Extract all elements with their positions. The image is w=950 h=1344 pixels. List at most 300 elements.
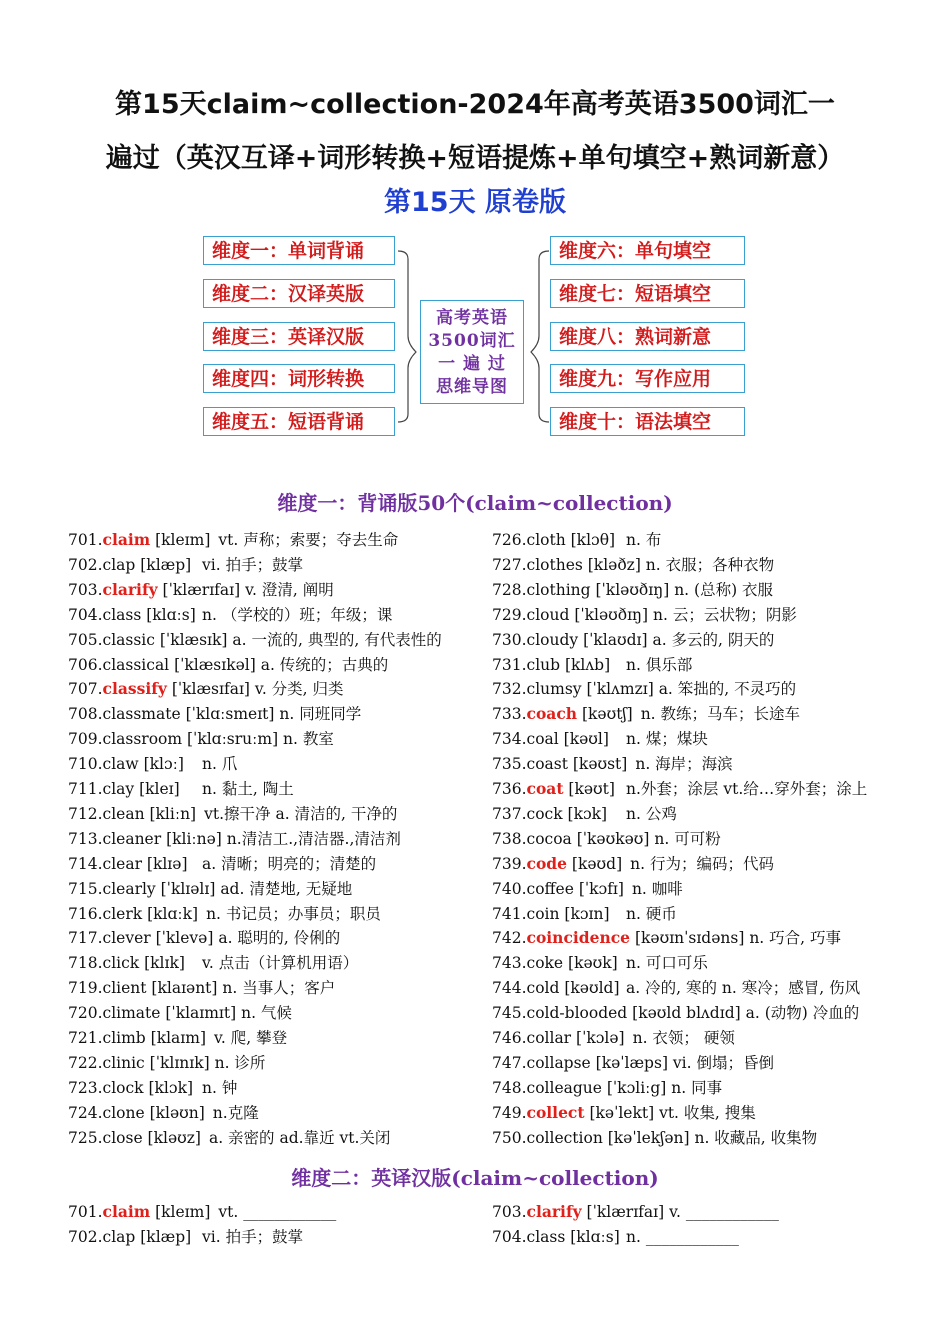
entry-phonetic: [ˈkəʊkəʊ] [571,829,650,848]
entry-number: 745. [492,1004,527,1023]
vocab-entry [68,630,442,650]
dimension-9-box: 维度九：写作应用 [550,364,745,393]
entry-word: coin [526,904,560,923]
vocab-entry [492,1003,859,1023]
vocab-entry [68,605,393,625]
entry-head [492,606,648,624]
entry-meaning: ad. 清楚地, 无疑地 [215,879,353,898]
entry-number: 717. [68,929,103,948]
entry-phonetic: [klɔː] [138,755,184,774]
entry-number: 718. [68,954,103,973]
dimension-4-box: 维度四：词形转换 [203,364,395,393]
center-line: 思维导图 [436,377,508,397]
entry-meaning: n. 可口可乐 [626,954,708,973]
entry-number: 736. [492,780,527,798]
entry-phonetic: [klɑːs] [141,605,196,624]
entry-phonetic: [kəʊl] [558,730,609,749]
entry-meaning: n. 布 [626,531,662,549]
entry-head [492,1228,620,1246]
entry-head [68,954,185,972]
entry-phonetic: [kliːnə] [161,829,222,848]
entry-word: climb [102,1029,146,1047]
entry-meaning: vt. 声称；索要；夺去生命 [218,531,399,549]
entry-phonetic: [kəʊk] [563,954,618,973]
entry-number: 704. [68,605,103,624]
vocab-entry [68,953,359,973]
entry-meaning: n. 黏土, 陶土 [202,780,294,798]
document-title-line-2: 遍过（英汉互译+词形转换+短语提炼+单句填空+熟词新意） [105,143,845,174]
entry-head [68,606,196,624]
vocab-entry [492,804,677,824]
entry-head [68,656,256,674]
entry-meaning: n. 硬币 [626,904,677,923]
entry-meaning: n. 同事 [666,1078,723,1097]
entry-phonetic: [ˈklæsɪfaɪ] [166,680,250,699]
entry-word: climate [102,1004,161,1023]
entry-word: clarify [526,1202,582,1221]
vocab-entry [492,854,774,874]
entry-head [68,1129,201,1147]
entry-head [68,780,180,798]
vocab-entry [492,580,773,600]
entry-word: cocoa [526,829,572,848]
vocab-entry [68,904,381,924]
entry-phonetic: [klæp] [135,1228,192,1246]
entry-head [492,1079,666,1097]
vocab-entry [68,1053,265,1073]
entry-phonetic: [klɪk] [139,954,185,973]
entry-phonetic: [klɑːs] [565,1228,620,1246]
entry-number: 722. [68,1053,103,1072]
entry-head [68,531,210,549]
entry-meaning: n. 爪 [202,755,238,774]
vocab-entry [68,754,238,774]
vocab-entry [68,1128,390,1148]
entry-head [68,705,274,723]
entry-phonetic: [kləðz] [582,555,641,574]
entry-word: cold-blooded [526,1004,628,1023]
vocab-entry [68,704,361,724]
entry-number: 708. [68,705,103,724]
vocab-entry [68,854,377,874]
entry-word: clear [102,854,142,873]
entry-phonetic: [ˈklæsɪk] [154,630,228,649]
entry-head [492,1029,625,1047]
section-1-title: 维度一：背诵版50个(claim~collection) [277,491,673,515]
entry-meaning: n. 巧合, 巧事 [744,929,842,948]
entry-phonetic: [kəʊld] [559,979,620,998]
entry-meaning: vt. 收集, 搜集 [654,1103,756,1122]
center-line: 一 遍 过 [438,354,506,374]
entry-word: clinic [102,1053,145,1072]
vocab-entry [492,928,841,948]
entry-head [492,979,620,997]
entry-word: coast [526,755,568,774]
vocab-entry [492,729,708,749]
dimension-6-box: 维度六：单句填空 [550,236,745,265]
entry-head [492,954,618,972]
entry-head [492,656,610,674]
entry-word: clean [102,804,145,823]
entry-phonetic: [kleɪm] [150,531,211,549]
entry-number: 701. [68,1203,103,1221]
dimension-1-box: 维度一：单词背诵 [203,236,395,265]
entry-meaning: n. 教练；马车；长途车 [640,705,801,724]
entry-number: 706. [68,655,103,674]
entry-phonetic: [kəˈlekt] [584,1103,655,1122]
entry-word: coal [526,730,559,749]
vocab-entry [68,1202,336,1222]
entry-phonetic: [ˈkləʊðɪŋ] [569,605,649,624]
entry-head [492,855,622,873]
entry-head [492,705,633,723]
entry-number: 720. [68,1004,103,1023]
entry-head [492,680,654,698]
entry-phonetic: [kəˈlæps] [590,1053,668,1072]
entry-word: class [102,605,142,624]
vocab-entry [492,630,774,650]
entry-meaning: n. 收藏品, 收集物 [689,1128,818,1147]
entry-number: 701. [68,531,103,549]
entry-word: class [526,1228,566,1246]
entry-head [492,1004,741,1022]
entry-phonetic: [ˈklɑːsruːm] [182,730,279,749]
entry-word: cold [526,979,560,998]
entry-word: cock [526,804,563,823]
entry-number: 719. [68,979,103,998]
entry-phonetic: [ˈklærɪfaɪ] [157,580,241,599]
entry-word: coincidence [526,928,631,948]
entry-word: clone [102,1103,145,1122]
entry-number: 743. [492,954,527,973]
entry-word: cleaner [102,829,162,848]
entry-word: coffee [526,879,574,898]
vocab-entry [492,655,693,675]
entry-meaning: a. 清晰；明亮的；清楚的 [202,854,377,873]
entry-phonetic: [ˈklɑːsmeɪt] [180,705,275,724]
entry-head [68,880,215,898]
entry-number: 727. [492,555,527,574]
entry-head [68,830,222,848]
vocab-entry [68,1103,259,1123]
entry-meaning: n. 云；云状物；阴影 [648,605,797,624]
entry-head [68,581,240,599]
entry-word: click [102,954,140,973]
entry-meaning: n. 钟 [202,1078,238,1097]
entry-phonetic: [ˈklaʊdɪ] [578,630,648,649]
entry-word: client [102,979,147,998]
vocab-entry [492,605,797,625]
entry-phonetic: [ˈklærɪfaɪ] [581,1203,665,1221]
vocab-entry [68,555,304,575]
vocab-entry [492,978,861,998]
entry-meaning: n.清洁工.,清洁器.,清洁剂 [221,829,401,848]
entry-number: 702. [68,555,103,574]
entry-head [492,805,607,823]
entry-meaning: n. 衣服；各种衣物 [640,555,775,574]
entry-meaning: n. 煤；煤块 [626,730,708,749]
entry-phonetic: [klɔθ] [565,531,616,549]
entry-phonetic: [klɑːk] [142,904,199,923]
entry-head [68,1004,236,1022]
entry-meaning: n. 行为；编码；代码 [630,854,774,873]
entry-phonetic: [ˈklʌmzɪ] [581,680,654,699]
document-title-line-1: 第15天claim~collection-2024年高考英语3500词汇一 [115,89,835,120]
entry-phonetic: [kəʊst] [567,755,628,774]
entry-number: 746. [492,1029,527,1047]
entry-number: 709. [68,730,103,749]
entry-word: clever [102,929,151,948]
entry-word: claim [102,530,151,549]
entry-head [68,1228,191,1246]
entry-number: 729. [492,605,527,624]
entry-meaning: a. 聪明的, 伶俐的 [213,929,341,948]
entry-number: 707. [68,680,103,699]
dimension-7-box: 维度七：短语填空 [550,279,745,308]
entry-meaning: n. 当事人；客户 [217,979,336,998]
vocab-entry [492,1128,817,1148]
entry-phonetic: [kleɪm] [150,1203,211,1221]
entry-phonetic: [kɔk] [562,804,608,823]
entry-number: 716. [68,904,103,923]
entry-number: 731. [492,655,527,674]
mind-map-center [420,300,524,404]
entry-number: 739. [492,854,527,873]
entry-head [492,929,744,947]
document-subtitle: 第15天 原卷版 [384,187,566,218]
entry-number: 715. [68,879,103,898]
entry-word: clarify [102,579,158,599]
entry-head [492,1203,664,1221]
entry-phonetic: [ˈklevə] [150,929,214,948]
entry-head [492,905,610,923]
vocab-entry [492,779,868,799]
entry-head [492,755,627,773]
vocab-entry [492,754,733,774]
entry-word: clap [102,555,136,574]
entry-word: clearly [102,879,156,898]
entry-number: 702. [68,1228,103,1246]
entry-meaning: vt. ____________ [218,1203,337,1221]
entry-meaning: n.外套；涂层 vt.给…穿外套；涂上 [626,780,868,798]
entry-number: 725. [68,1128,103,1147]
entry-meaning: a. 一流的, 典型的, 有代表性的 [227,630,442,649]
entry-phonetic: [ˈkɔfɪ] [573,879,624,898]
dimension-8-box: 维度八：熟词新意 [550,322,745,351]
entry-meaning: a. (动物) 冷血的 [740,1004,860,1023]
entry-word: clothing [526,580,591,599]
entry-word: clothes [526,555,583,574]
entry-head [68,1054,210,1072]
entry-head [492,730,609,748]
center-line: 3500词汇 [428,331,516,351]
entry-word: claim [102,1202,151,1221]
entry-phonetic: [klæp] [135,555,192,574]
vocab-entry [68,804,397,824]
entry-phonetic: [kəʊɪnˈsɪdəns] [630,929,745,948]
entry-word: coat [526,779,564,798]
entry-number: 726. [492,531,527,549]
entry-meaning: a. 笨拙的, 不灵巧的 [653,680,797,699]
entry-word: cloud [526,605,570,624]
entry-meaning: n. (总称) 衣服 [669,580,774,599]
entry-head [68,730,278,748]
vocab-entry [492,1078,722,1098]
entry-number: 730. [492,630,527,649]
entry-phonetic: [kləʊz] [142,1128,201,1147]
entry-word: clerk [102,904,143,923]
entry-meaning: n. 书记员；办事员；职员 [206,904,381,923]
entry-phonetic: [kɔɪn] [559,904,610,923]
entry-meaning: vi. 倒塌；昏倒 [668,1053,774,1072]
vocab-entry [68,829,401,849]
entry-number: 732. [492,680,527,699]
vocab-entry [68,1003,292,1023]
entry-number: 714. [68,854,103,873]
entry-number: 741. [492,904,527,923]
entry-number: 742. [492,929,527,948]
entry-meaning: n. 诊所 [209,1053,266,1072]
entry-meaning: n. ____________ [626,1228,739,1246]
dimension-3-box: 维度三：英译汉版 [203,322,395,351]
entry-meaning: n. 公鸡 [626,804,677,823]
entry-head [68,680,250,698]
entry-number: 728. [492,580,527,599]
entry-number: 734. [492,730,527,749]
entry-word: colleague [526,1078,602,1097]
entry-number: 744. [492,979,527,998]
entry-word: claw [102,755,139,774]
entry-word: code [526,853,567,873]
entry-number: 712. [68,804,103,823]
entry-head [492,1104,654,1122]
entry-phonetic: [ˈkləʊðɪŋ] [590,580,670,599]
vocab-entry [492,904,677,924]
entry-head [68,1104,205,1122]
entry-meaning: n. 衣领； 硬领 [632,1029,735,1047]
entry-word: club [526,655,561,674]
entry-phonetic: [klaɪm] [145,1029,207,1047]
entry-head [492,581,669,599]
entry-meaning: v. 分类, 归类 [249,680,344,699]
entry-head [492,556,641,574]
entry-head [492,880,624,898]
vocab-entry [492,704,800,724]
entry-meaning: n. 咖啡 [631,879,683,898]
entry-meaning: v. ____________ [664,1203,779,1221]
entry-phonetic: [kəˈlekʃən] [602,1128,690,1147]
entry-head [68,1029,206,1047]
entry-word: coke [526,954,564,973]
entry-phonetic: [kliːn] [144,804,197,823]
entry-meaning: vi. 拍手；鼓掌 [202,1228,304,1246]
entry-word: collapse [526,1053,591,1072]
entry-number: 747. [492,1053,527,1072]
entry-meaning: vt.擦干净 a. 清洁的, 干净的 [204,804,398,823]
dimension-5-box: 维度五：短语背诵 [203,407,395,436]
entry-meaning: a. 亲密的 ad.靠近 vt.关闭 [208,1128,391,1147]
vocab-entry [492,829,721,849]
entry-number: 711. [68,780,103,798]
entry-phonetic: [kəʊd] [567,854,623,873]
entry-word: clock [102,1078,144,1097]
vocab-entry [68,879,352,899]
vocab-entry [68,679,344,699]
entry-word: classify [102,679,167,699]
entry-phonetic: [ˈklɪnɪk] [144,1053,210,1072]
vocab-entry [492,530,662,550]
entry-meaning: n. 气候 [236,1004,292,1023]
vocab-entry [492,879,683,899]
dimension-10-box: 维度十：语法填空 [550,407,745,436]
entry-phonetic: [ˈkɔlə] [571,1029,625,1047]
entry-phonetic: [kəʊld blʌdɪd] [627,1004,741,1023]
entry-number: 749. [492,1103,527,1122]
entry-head [68,805,196,823]
entry-phonetic: [kleɪ] [134,780,180,798]
entry-number: 705. [68,630,103,649]
entry-word: classical [102,655,170,674]
entry-head [68,556,191,574]
vocab-entry [68,1078,238,1098]
vocab-entry [68,530,398,550]
entry-meaning: a. 冷的, 寒的 n. 寒冷；感冒, 伤风 [626,979,861,998]
entry-head [68,1203,210,1221]
entry-number: 713. [68,829,103,848]
entry-meaning: n. 俱乐部 [626,655,693,674]
entry-meaning: v. 澄清, 阐明 [240,580,334,599]
entry-meaning: n. 可可粉 [649,829,721,848]
vocab-entry [492,555,774,575]
entry-meaning: v. 点击（计算机用语） [202,954,359,973]
entry-number: 748. [492,1078,527,1097]
vocab-entry [492,1202,779,1222]
mind-map [0,232,950,442]
entry-phonetic: [ˈkɔliːg] [601,1078,667,1097]
entry-head [492,1129,690,1147]
entry-number: 721. [68,1029,103,1047]
entry-word: clap [102,1228,136,1246]
entry-phonetic: [klʌb] [560,655,611,674]
entry-meaning: a. 传统的；古典的 [255,655,389,674]
vocab-entry [492,1227,739,1247]
entry-number: 740. [492,879,527,898]
section-2-title: 维度二：英译汉版(claim~collection) [291,1166,659,1190]
entry-meaning: a. 多云的, 阴天的 [647,630,775,649]
entry-phonetic: [ˈklaɪmɪt] [160,1004,237,1023]
entry-number: 750. [492,1128,527,1147]
entry-number: 724. [68,1103,103,1122]
entry-meaning: n.克隆 [212,1103,259,1122]
entry-meaning: v. 爬, 攀登 [214,1029,288,1047]
vocab-entry [68,1227,304,1247]
entry-head [68,1079,193,1097]
entry-head [492,631,648,649]
entry-meaning: n. 海岸；海滨 [635,755,733,774]
entry-head [492,531,615,549]
entry-word: cloudy [526,630,579,649]
entry-phonetic: [klaɪənt] [146,979,218,998]
entry-word: classroom [102,730,183,749]
vocab-entry [68,729,334,749]
entry-head [68,905,198,923]
entry-phonetic: [kəʊtʃ] [577,705,633,724]
entry-phonetic: [klɪə] [141,854,188,873]
entry-meaning: n. 教室 [278,730,334,749]
entry-head [492,1054,668,1072]
entry-meaning: n. （学校的）班；年级；课 [202,605,393,624]
entry-head [68,855,188,873]
